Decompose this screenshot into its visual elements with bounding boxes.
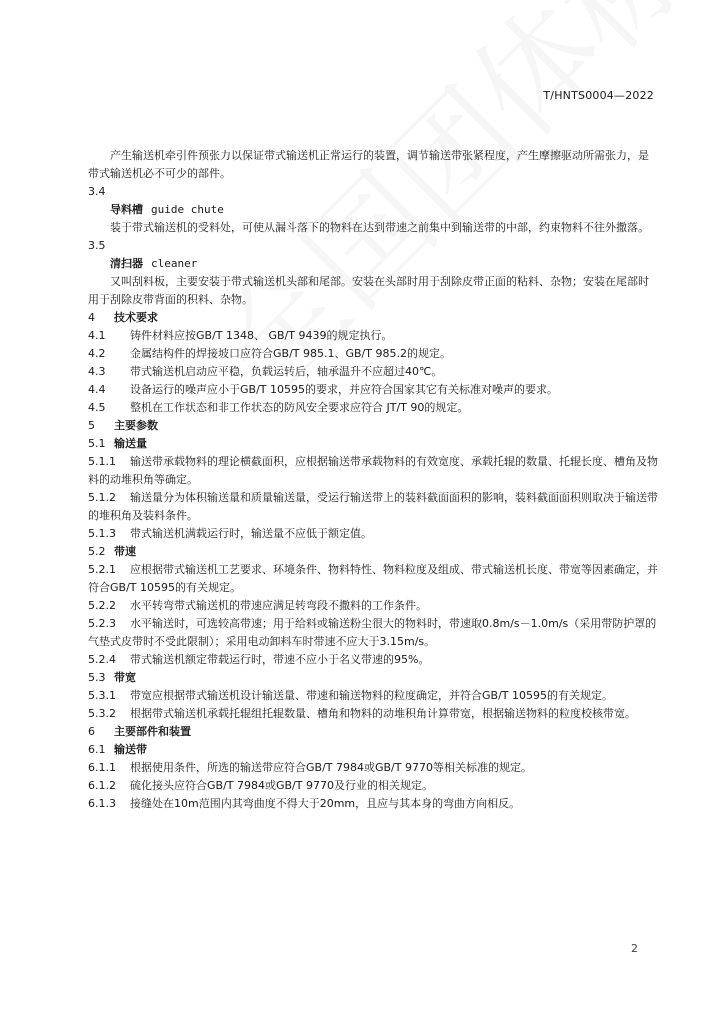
paragraph: 产生输送机牵引件预张力以保证带式输送机正常运行的装置，调节输送带张紧程度，产生摩擦驱动所需张力，是带式输送机必不可少的部件。 <box>88 149 649 180</box>
subsection-heading-5-1: 5.1 输送量 <box>88 437 147 450</box>
list-item: 4.4 设备运行的噪声应小于GB/T 10595的要求，并应符合国家其它有关标准对噪声的要求。 <box>88 383 558 396</box>
clause-number: 3.4 <box>88 185 106 198</box>
term-en: guide chute <box>151 203 224 216</box>
list-item: 5.3.2 根据带式输送机承载托辊组托辊数量、槽角和物料的动堆积角计算带宽，根据输送物料的粒度校核带宽。 <box>88 707 636 720</box>
list-item: 5.1.3 带式输送机满载运行时，输送量不应低于额定值。 <box>88 527 372 540</box>
section-5-1-list <box>88 453 658 543</box>
section-6-1-list <box>88 759 658 813</box>
list-item: 4.3 带式输送机启动应平稳，负载运转后，轴承温升不应超过40℃。 <box>88 365 443 378</box>
list-item: 5.2.3 水平输送时，可选较高带速；用于给料或输送粉尘很大的物料时，带速取0.8m/s－1.0m/s（采用带防护罩的气垫式皮带时不受此限制）；采用电动卸料车时带速不应大于3.15m/s。 <box>88 617 657 648</box>
term-en: cleaner <box>151 257 198 270</box>
term-zh: 导料槽 <box>110 203 143 216</box>
standard-code: T/HNTS0004—2022 <box>543 89 654 102</box>
section-heading-5: 5 主要参数 <box>88 419 158 432</box>
term-guide-chute <box>88 201 658 219</box>
list-item: 5.2.2 水平转弯带式输送机的带速应满足转弯段不撒料的工作条件。 <box>88 599 427 612</box>
list-item: 5.3.1 带宽应根据带式输送机设计输送量、带速和输送物料的粒度确定，并符合GB/T 10595的有关规定。 <box>88 689 613 702</box>
list-item: 5.2.1 应根据带式输送机工艺要求、环境条件、物料特性、物料粒度及组成、带式输送机长度、带宽等因素确定，并符合GB/T 10595的有关规定。 <box>88 563 658 594</box>
list-item: 5.2.4 带式输送机额定带载运行时，带速不应小于名义带速的95%。 <box>88 653 430 666</box>
list-item: 6.1.3 接缝处在10m范围内其弯曲度不得大于20mm，且应与其本身的弯曲方向相反。 <box>88 797 521 810</box>
section-4-list <box>88 327 658 417</box>
section-heading-6: 6 主要部件和装置 <box>88 725 191 738</box>
page-number: 2 <box>631 942 638 955</box>
clause-number: 3.5 <box>88 239 106 252</box>
subsection-heading-5-3: 5.3 带宽 <box>88 671 136 684</box>
term-cleaner <box>88 255 658 273</box>
list-item: 5.1.1 输送带承载物料的理论横截面积，应根据输送带承载物料的有效宽度、承载托辊的数量、托辊长度、槽角及物料的动堆积角等确定。 <box>88 455 658 486</box>
document-body <box>88 147 658 813</box>
list-item: 4.2 金属结构件的焊接坡口应符合GB/T 985.1、GB/T 985.2的规定。 <box>88 347 451 360</box>
section-5-2-list <box>88 561 658 669</box>
subsection-heading-6-1: 6.1 输送带 <box>88 743 147 756</box>
list-item: 6.1.1 根据使用条件，所选的输送带应符合GB/T 7984或GB/T 9770等相关标准的规定。 <box>88 761 532 774</box>
list-item: 5.1.2 输送量分为体积输送量和质量输送量，受运行输送带上的装料截面面积的影响，装料截面面积则取决于输送带的堆积角及装料条件。 <box>88 491 658 522</box>
paragraph: 又叫刮料板，主要安装于带式输送机头部和尾部。安装在头部时用于刮除皮带正面的粘料、杂物；安装在尾部时用于刮除皮带背面的积料、杂物。 <box>88 275 649 306</box>
section-heading-4: 4 技术要求 <box>88 311 158 324</box>
paragraph: 装于带式输送机的受料处，可使从漏斗落下的物料在达到带速之前集中到输送带的中部，约束物料不往外撒落。 <box>110 221 649 234</box>
list-item: 4.5 整机在工作状态和非工作状态的防风安全要求应符合 JT/T 90的规定。 <box>88 401 469 414</box>
subsection-heading-5-2: 5.2 带速 <box>88 545 136 558</box>
section-5-3-list <box>88 687 658 723</box>
list-item: 6.1.2 硫化接头应符合GB/T 7984或GB/T 9770及行业的相关规定。 <box>88 779 433 792</box>
term-zh: 清扫器 <box>110 257 143 270</box>
list-item: 4.1 铸件材料应按GB/T 1348、 GB/T 9439的规定执行。 <box>88 329 393 342</box>
